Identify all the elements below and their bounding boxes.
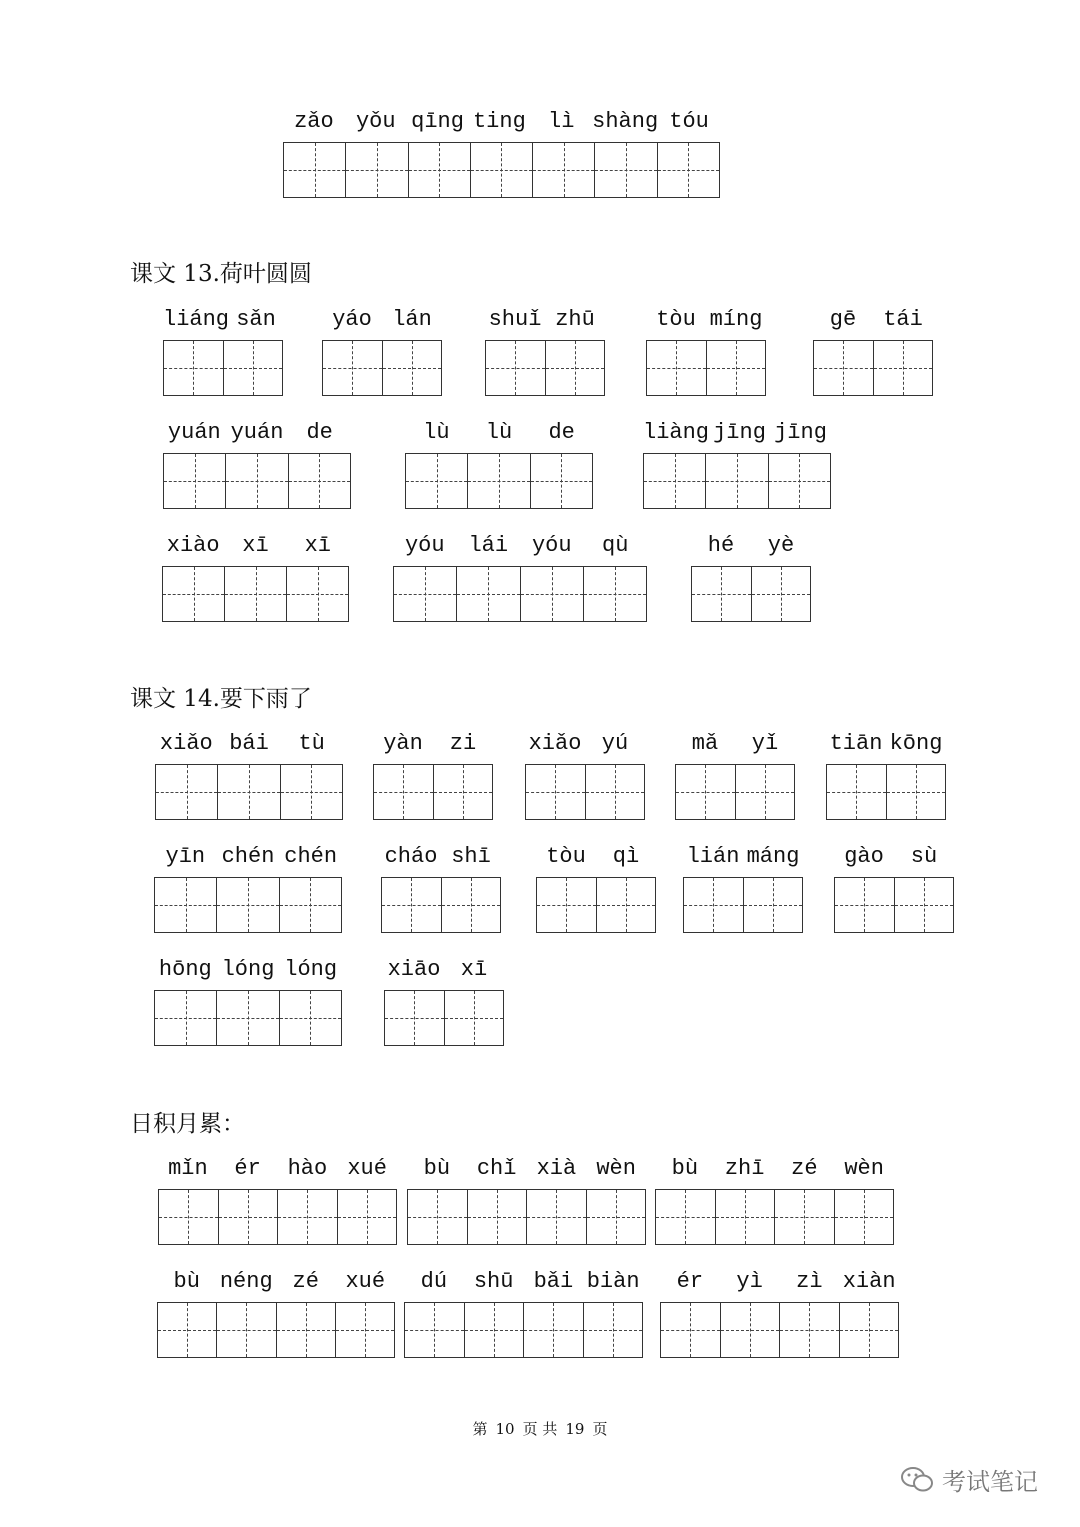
pinyin-syllable: shàng <box>592 109 659 134</box>
watermark-text: 考试笔记 <box>942 1468 1038 1496</box>
pinyin-row <box>813 302 933 332</box>
footer-total-pages: 19 <box>565 1420 585 1438</box>
pinyin-row <box>158 1151 397 1181</box>
pinyin-row <box>157 1264 395 1294</box>
writing-cell[interactable] <box>335 1303 394 1357</box>
writing-cell[interactable] <box>596 878 656 932</box>
pinyin-syllable: de <box>306 420 333 445</box>
pinyin-syllable: lù <box>423 420 450 445</box>
pinyin-row <box>162 528 349 558</box>
pinyin-syllable: xué <box>347 1156 387 1181</box>
writing-cell[interactable] <box>486 341 545 395</box>
writing-cell[interactable] <box>520 567 583 621</box>
pinyin-syllable: tái <box>883 307 923 332</box>
writing-cell[interactable] <box>279 991 341 1045</box>
pinyin-row <box>155 726 343 756</box>
pinyin-row <box>646 302 766 332</box>
word-group <box>154 839 342 933</box>
writing-grid <box>525 764 645 820</box>
pinyin-syllable: cháo <box>384 844 438 869</box>
writing-cell[interactable] <box>405 1303 464 1357</box>
writing-cell[interactable] <box>337 1190 397 1244</box>
pinyin-syllable: xià <box>536 1156 577 1181</box>
pinyin-syllable: jīng <box>713 420 766 445</box>
pinyin-syllable: yàn <box>383 731 423 756</box>
pinyin-syllable: gē <box>829 307 857 332</box>
writing-cell[interactable] <box>470 143 532 197</box>
pinyin-syllable: ting <box>472 109 526 134</box>
pinyin-syllable: ér <box>234 1156 261 1181</box>
pinyin-syllable: mǎ <box>691 731 719 756</box>
word-group <box>660 1264 899 1358</box>
writing-cell[interactable] <box>583 1303 643 1357</box>
word-group <box>485 302 605 396</box>
pinyin-syllable: dú <box>420 1269 448 1294</box>
writing-cell[interactable] <box>774 1190 834 1244</box>
writing-cell[interactable] <box>644 454 705 508</box>
writing-cell[interactable] <box>385 991 444 1045</box>
word-group <box>155 726 343 820</box>
writing-grid <box>393 566 647 622</box>
pinyin-syllable: yóu <box>404 533 445 558</box>
word-group <box>683 839 803 933</box>
writing-grid <box>384 990 504 1046</box>
writing-cell[interactable] <box>280 765 342 819</box>
writing-cell[interactable] <box>456 567 519 621</box>
writing-cell[interactable] <box>155 878 216 932</box>
pinyin-syllable: hé <box>707 533 735 558</box>
pinyin-syllable: zǎo <box>294 109 334 134</box>
writing-cell[interactable] <box>288 454 350 508</box>
pinyin-syllable: biàn <box>586 1269 640 1294</box>
writing-cell[interactable] <box>156 765 217 819</box>
pinyin-row <box>163 415 351 445</box>
writing-cell[interactable] <box>779 1303 839 1357</box>
writing-grid <box>163 340 283 396</box>
writing-cell[interactable] <box>277 1190 337 1244</box>
writing-cell[interactable] <box>676 765 735 819</box>
writing-grid <box>826 764 946 820</box>
writing-cell[interactable] <box>444 991 504 1045</box>
word-group <box>322 302 442 396</box>
writing-grid <box>155 764 343 820</box>
writing-grid <box>813 340 933 396</box>
page-footer <box>0 1418 1080 1439</box>
writing-cell[interactable] <box>526 1190 586 1244</box>
pinyin-syllable: lái <box>468 533 509 558</box>
pinyin-syllable: wèn <box>596 1156 636 1181</box>
pinyin-syllable: xiàn <box>842 1269 896 1294</box>
pinyin-syllable: xī <box>460 957 488 982</box>
writing-cell[interactable] <box>720 1303 780 1357</box>
pinyin-row <box>536 839 656 869</box>
section-heading: 日积月累： <box>130 1111 245 1137</box>
pinyin-syllable: lóng <box>284 957 338 982</box>
writing-grid <box>660 1302 899 1358</box>
pinyin-row <box>675 726 795 756</box>
pinyin-syllable: qīng <box>411 109 464 134</box>
word-group <box>157 1264 395 1358</box>
writing-grid <box>485 340 605 396</box>
word-group <box>646 302 766 396</box>
pinyin-syllable: chén <box>221 844 275 869</box>
pinyin-syllable: xiǎo <box>159 731 213 756</box>
writing-cell[interactable] <box>743 878 803 932</box>
word-group <box>283 104 720 198</box>
pinyin-syllable: de <box>548 420 575 445</box>
pinyin-row <box>393 528 647 558</box>
pinyin-syllable: lóng <box>221 957 275 982</box>
pinyin-syllable: ér <box>676 1269 704 1294</box>
pinyin-syllable: wèn <box>844 1156 884 1181</box>
pinyin-row <box>154 839 342 869</box>
pinyin-syllable: yīn <box>165 844 206 869</box>
writing-cell[interactable] <box>225 454 287 508</box>
pinyin-row <box>283 104 720 134</box>
writing-cell[interactable] <box>532 143 594 197</box>
writing-cell[interactable] <box>523 1303 583 1357</box>
pinyin-syllable: xī <box>304 533 332 558</box>
pinyin-syllable: yáo <box>332 307 372 332</box>
writing-cell[interactable] <box>223 341 283 395</box>
writing-cell[interactable] <box>323 341 382 395</box>
writing-cell[interactable] <box>715 1190 775 1244</box>
word-group <box>405 415 593 509</box>
writing-cell[interactable] <box>835 878 894 932</box>
writing-grid <box>834 877 954 933</box>
word-group <box>162 528 349 622</box>
writing-cell[interactable] <box>583 567 646 621</box>
pinyin-syllable: zì <box>796 1269 823 1294</box>
writing-cell[interactable] <box>530 454 592 508</box>
writing-cell[interactable] <box>159 1190 218 1244</box>
pinyin-syllable: shuǐ <box>488 307 542 332</box>
pinyin-syllable: lián <box>686 844 740 869</box>
pinyin-syllable: kōng <box>889 731 943 756</box>
writing-cell[interactable] <box>216 1303 275 1357</box>
writing-grid <box>407 1189 646 1245</box>
writing-grid <box>154 877 342 933</box>
pinyin-syllable: lù <box>485 420 513 445</box>
pinyin-syllable: xiāo <box>387 957 441 982</box>
writing-cell[interactable] <box>839 1303 899 1357</box>
writing-cell[interactable] <box>217 765 279 819</box>
pinyin-syllable: bù <box>671 1156 699 1181</box>
writing-cell[interactable] <box>216 991 278 1045</box>
pinyin-row <box>154 952 342 982</box>
word-group <box>655 1151 894 1245</box>
pinyin-syllable: yǐ <box>751 731 779 756</box>
pinyin-row <box>691 528 811 558</box>
writing-cell[interactable] <box>406 454 467 508</box>
writing-cell[interactable] <box>467 1190 527 1244</box>
pinyin-syllable: yú <box>601 731 629 756</box>
writing-cell[interactable] <box>545 341 605 395</box>
writing-cell[interactable] <box>526 765 585 819</box>
writing-cell[interactable] <box>585 765 645 819</box>
writing-cell[interactable] <box>279 878 341 932</box>
footer-suffix: 页 <box>592 1420 608 1438</box>
writing-cell[interactable] <box>284 143 345 197</box>
pinyin-syllable: yǒu <box>355 109 396 134</box>
writing-grid <box>691 566 811 622</box>
pinyin-syllable: zhī <box>724 1156 765 1181</box>
pinyin-syllable: hōng <box>158 957 212 982</box>
pinyin-syllable: néng <box>219 1269 273 1294</box>
word-group <box>525 726 645 820</box>
writing-cell[interactable] <box>661 1303 720 1357</box>
writing-cell[interactable] <box>814 341 873 395</box>
writing-grid <box>157 1302 395 1358</box>
writing-cell[interactable] <box>382 341 442 395</box>
word-group <box>163 302 283 396</box>
writing-grid <box>536 877 656 933</box>
word-group <box>536 839 656 933</box>
writing-cell[interactable] <box>408 1190 467 1244</box>
writing-cell[interactable] <box>158 1303 216 1357</box>
writing-cell[interactable] <box>706 341 766 395</box>
footer-prefix: 第 <box>472 1420 488 1438</box>
pinyin-row <box>163 302 283 332</box>
writing-grid <box>154 990 342 1046</box>
writing-cell[interactable] <box>735 765 795 819</box>
writing-cell[interactable] <box>594 143 656 197</box>
pinyin-syllable: yuán <box>230 420 284 445</box>
word-group <box>373 726 493 820</box>
footer-page-number: 10 <box>495 1420 515 1438</box>
pinyin-syllable: yì <box>736 1269 763 1294</box>
writing-cell[interactable] <box>705 454 767 508</box>
pinyin-syllable: zé <box>292 1269 319 1294</box>
pinyin-syllable: bǎi <box>533 1269 574 1294</box>
writing-cell[interactable] <box>647 341 706 395</box>
writing-cell[interactable] <box>894 878 954 932</box>
writing-cell[interactable] <box>464 1303 524 1357</box>
writing-cell[interactable] <box>834 1190 894 1244</box>
writing-grid <box>683 877 803 933</box>
writing-grid <box>163 453 351 509</box>
writing-grid <box>158 1189 397 1245</box>
word-group <box>826 726 946 820</box>
pinyin-syllable: shī <box>451 844 491 869</box>
word-group <box>384 952 504 1046</box>
pinyin-syllable: xī <box>242 533 269 558</box>
writing-grid <box>643 453 831 509</box>
pinyin-syllable: gào <box>844 844 884 869</box>
writing-cell[interactable] <box>164 341 223 395</box>
word-group <box>834 839 954 933</box>
pinyin-syllable: yuán <box>167 420 221 445</box>
word-group <box>158 1151 397 1245</box>
writing-cell[interactable] <box>586 1190 646 1244</box>
writing-cell[interactable] <box>467 454 529 508</box>
writing-grid <box>646 340 766 396</box>
pinyin-syllable: tòu <box>546 844 586 869</box>
pinyin-syllable: shū <box>473 1269 514 1294</box>
word-group <box>407 1151 646 1245</box>
writing-cell[interactable] <box>374 765 433 819</box>
pinyin-row <box>384 952 504 982</box>
writing-cell[interactable] <box>382 878 441 932</box>
writing-grid <box>655 1189 894 1245</box>
writing-cell[interactable] <box>827 765 886 819</box>
pinyin-syllable: liàng <box>643 420 710 445</box>
pinyin-syllable: jīng <box>774 420 827 445</box>
pinyin-syllable: míng <box>709 307 763 332</box>
word-group <box>675 726 795 820</box>
pinyin-syllable: bù <box>173 1269 200 1294</box>
pinyin-syllable: yè <box>767 533 795 558</box>
word-group <box>154 952 342 1046</box>
pinyin-syllable: hào <box>287 1156 328 1181</box>
pinyin-syllable: bù <box>423 1156 451 1181</box>
word-group <box>393 528 647 622</box>
writing-cell[interactable] <box>286 567 348 621</box>
pinyin-row <box>683 839 803 869</box>
writing-cell[interactable] <box>218 1190 278 1244</box>
pinyin-row <box>525 726 645 756</box>
section-heading: 课文 14.要下雨了 <box>130 686 312 712</box>
pinyin-syllable: tù <box>298 731 325 756</box>
pinyin-syllable: liáng <box>163 307 230 332</box>
pinyin-row <box>407 1151 646 1181</box>
writing-cell[interactable] <box>657 143 719 197</box>
writing-cell[interactable] <box>684 878 743 932</box>
writing-grid <box>322 340 442 396</box>
word-group <box>404 1264 643 1358</box>
writing-cell[interactable] <box>537 878 596 932</box>
writing-cell[interactable] <box>873 341 933 395</box>
writing-grid <box>162 566 349 622</box>
pinyin-syllable: yóu <box>531 533 572 558</box>
pinyin-syllable: mǐn <box>168 1156 208 1181</box>
writing-cell[interactable] <box>441 878 501 932</box>
writing-cell[interactable] <box>656 1190 715 1244</box>
pinyin-row <box>643 415 831 445</box>
pinyin-syllable: qì <box>612 844 640 869</box>
pinyin-syllable: tiān <box>829 731 883 756</box>
writing-grid <box>675 764 795 820</box>
pinyin-syllable: zhū <box>555 307 595 332</box>
writing-grid <box>373 764 493 820</box>
writing-cell[interactable] <box>394 567 456 621</box>
watermark <box>900 1462 1038 1497</box>
writing-cell[interactable] <box>751 567 811 621</box>
word-group <box>381 839 501 933</box>
pinyin-syllable: xiǎo <box>528 731 582 756</box>
pinyin-row <box>373 726 493 756</box>
pinyin-row <box>405 415 593 445</box>
word-group <box>643 415 831 509</box>
pinyin-syllable: bái <box>229 731 269 756</box>
pinyin-row <box>826 726 946 756</box>
pinyin-syllable: zé <box>791 1156 818 1181</box>
pinyin-syllable: zi <box>449 731 477 756</box>
writing-cell[interactable] <box>216 878 278 932</box>
pinyin-syllable: máng <box>746 844 800 869</box>
pinyin-syllable: lì <box>548 109 575 134</box>
pinyin-row <box>404 1264 643 1294</box>
section-heading: 课文 13.荷叶圆圆 <box>130 261 312 287</box>
pinyin-syllable: chǐ <box>476 1156 517 1181</box>
writing-cell[interactable] <box>692 567 751 621</box>
writing-grid <box>283 142 720 198</box>
pinyin-syllable: chén <box>284 844 338 869</box>
writing-cell[interactable] <box>164 454 225 508</box>
word-group <box>813 302 933 396</box>
pinyin-syllable: sǎn <box>236 307 276 332</box>
writing-grid <box>405 453 593 509</box>
pinyin-row <box>834 839 954 869</box>
word-group <box>163 415 351 509</box>
pinyin-syllable: tòu <box>656 307 696 332</box>
footer-mid: 页 共 <box>522 1420 558 1438</box>
writing-cell[interactable] <box>276 1303 335 1357</box>
writing-cell[interactable] <box>155 991 216 1045</box>
pinyin-syllable: sù <box>910 844 938 869</box>
writing-grid <box>381 877 501 933</box>
writing-cell[interactable] <box>224 567 286 621</box>
writing-cell[interactable] <box>433 765 493 819</box>
word-group <box>691 528 811 622</box>
writing-cell[interactable] <box>886 765 946 819</box>
pinyin-row <box>381 839 501 869</box>
pinyin-row <box>485 302 605 332</box>
pinyin-syllable: tóu <box>669 109 709 134</box>
pinyin-row <box>655 1151 894 1181</box>
writing-cell[interactable] <box>345 143 407 197</box>
writing-cell[interactable] <box>408 143 470 197</box>
pinyin-syllable: xiào <box>166 533 220 558</box>
pinyin-row <box>322 302 442 332</box>
pinyin-syllable: xué <box>345 1269 386 1294</box>
writing-cell[interactable] <box>163 567 224 621</box>
writing-grid <box>404 1302 643 1358</box>
wechat-icon <box>900 1466 934 1494</box>
pinyin-row <box>660 1264 899 1294</box>
pinyin-syllable: qù <box>602 533 629 558</box>
writing-cell[interactable] <box>768 454 830 508</box>
pinyin-syllable: lán <box>392 307 432 332</box>
